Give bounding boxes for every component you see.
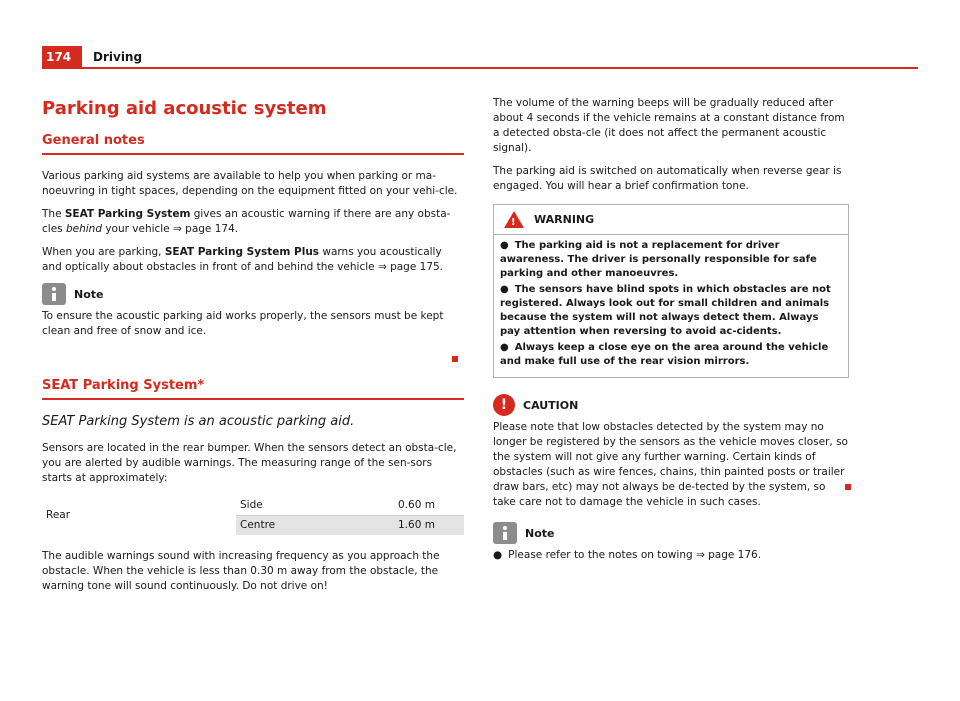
note-header (42, 283, 464, 305)
intro-paragraph-3 (42, 245, 464, 275)
info-icon (42, 283, 66, 305)
section-end-mark (845, 484, 851, 490)
page-number: 174 (42, 46, 82, 68)
sps-paragraph-1: Sensors are located in the rear bumper. When the sensors detect an obsta-cle, you are alerted by audible warnings. The measuring range of the sen-sors starts at approximately: (42, 442, 457, 484)
warning-item-text: Always keep a close eye on the area around the vehicle and make full use of the rear vision mirrors. (500, 342, 829, 367)
caution-header (493, 394, 849, 416)
page-reference: warns you acoustically and optically about obstacles in front of and behind the vehicle ⇒ page 175. (42, 246, 444, 273)
table-row (42, 496, 464, 516)
warning-item-text: The parking aid is not a replacement for driver awareness. The driver is personally responsible for safe parking and other manoeuvres. (500, 240, 817, 279)
warning-box (493, 204, 849, 378)
sensor-range-table (42, 496, 464, 535)
general-notes-heading: General notes (42, 133, 145, 148)
caution-text: Please note that low obstacles detected by the system may no longer be registered by the sensors as the vehicle moves closer, so the system will not give any further warning. Certain kinds of obstacles (such as wire fences, chains, thin painted posts or trailer draw bars, etc) may not always be de-tected by the system, so take care not to damage the vehicle in such cases. (493, 421, 848, 508)
section-end-mark (452, 356, 458, 362)
sps-heading: SEAT Parking System* (42, 378, 205, 393)
running-head: Driving (93, 50, 143, 64)
note-item-text: Please refer to the notes on towing ⇒ page 176. (508, 549, 762, 561)
product-name: SEAT Parking System Plus (164, 246, 320, 258)
text-run: When you are parking, (42, 246, 165, 258)
table-cell-label: Side (236, 496, 394, 516)
sps-subtitle: SEAT Parking System is an acoustic parking aid. (42, 414, 355, 429)
warning-triangle-icon: ! (504, 211, 524, 228)
text-run: gives an acoustic warning if there are any obsta-cles (42, 208, 451, 235)
warning-label: WARNING (534, 213, 595, 226)
left-column (42, 96, 464, 602)
note-label: Note (74, 287, 104, 301)
sps-paragraph-2: The audible warnings sound with increasing frequency as you approach the obstacle. When the vehicle is less than 0.30 m away from the obstacle, the warning tone will sound continuously. Do not drive on! (42, 550, 440, 592)
product-name: SEAT Parking System (64, 208, 191, 220)
note-label: Note (525, 526, 555, 540)
volume-paragraph: The volume of the warning beeps will be gradually reduced after about 4 seconds if the vehicle remains at a constant distance from a detected obsta-cle (it does not affect the permanent acoustic signal). (493, 97, 845, 154)
general-notes-heading-wrap (42, 132, 464, 155)
text-run: The (42, 208, 65, 220)
page-reference: your vehicle ⇒ page 174. (102, 223, 239, 235)
warning-item: ● The sensors have blind spots in which obstacles are not registered. Always look out for small children and animals because the system will not always detect them. Always pay attention when reversing to avoid ac-cidents. (500, 284, 831, 337)
warning-body (494, 235, 848, 377)
spacer (42, 347, 464, 377)
page-title: Parking aid acoustic system (42, 98, 327, 119)
sps-heading-wrap (42, 377, 464, 400)
warning-item: ● The parking aid is not a replacement for driver awareness. The driver is personally responsible for safe parking and other manoeuvres. (500, 240, 817, 279)
table-cell-value: 0.60 m (394, 496, 464, 516)
right-column (493, 96, 849, 571)
info-icon (493, 522, 517, 544)
table-group-label: Rear (46, 509, 71, 521)
table-cell-value: 1.60 m (394, 516, 464, 536)
caution-icon: ! (493, 394, 515, 416)
warning-header (494, 205, 848, 235)
header-rule (42, 67, 918, 69)
intro-paragraph-1: Various parking aid systems are available to help you when parking or ma-noeuvring in tight spaces, depending on the equipment fitted on your vehi-cle. (42, 170, 458, 197)
activation-paragraph: The parking aid is switched on automatically when reverse gear is engaged. You will hear a brief confirmation tone. (493, 165, 842, 192)
emphasis: behind (65, 223, 102, 235)
caution-label: CAUTION (523, 398, 579, 412)
warning-item: ● Always keep a close eye on the area around the vehicle and make full use of the rear vision mirrors. (500, 342, 829, 367)
table-cell-label: Centre (236, 516, 394, 536)
intro-paragraph-2 (42, 207, 464, 237)
note-header (493, 522, 849, 544)
note-item: ● Please refer to the notes on towing ⇒ page 176. (493, 549, 762, 561)
warning-item-text: The sensors have blind spots in which obstacles are not registered. Always look out for small children and animals because the system will not always detect them. Always pay attention when reversing to avoid ac-cidents. (500, 284, 831, 337)
note-text: To ensure the acoustic parking aid works properly, the sensors must be kept clean and free of snow and ice. (42, 310, 444, 337)
